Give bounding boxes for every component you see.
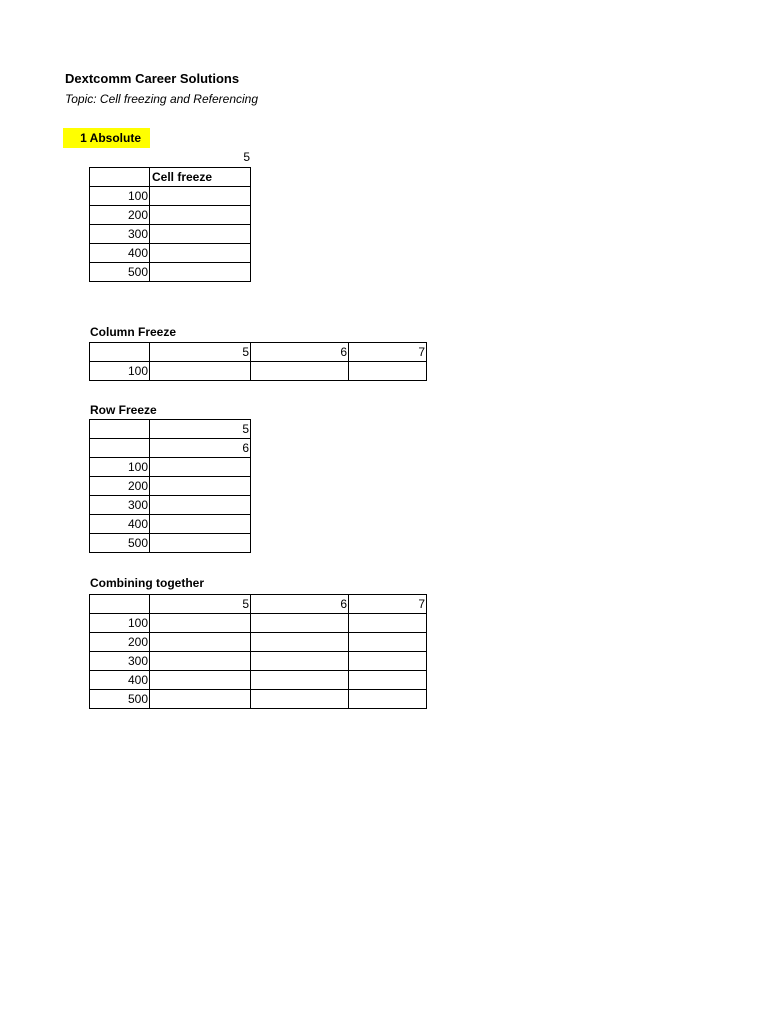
table-cell bbox=[349, 671, 427, 690]
table-row bbox=[90, 671, 427, 690]
row-value-cell: 200 bbox=[90, 633, 150, 652]
table-cell bbox=[251, 671, 349, 690]
row-value-cell: 400 bbox=[90, 244, 150, 263]
table-cell bbox=[150, 263, 251, 282]
table-row bbox=[90, 633, 427, 652]
table-row bbox=[90, 187, 251, 206]
row-value-cell: 500 bbox=[90, 690, 150, 709]
table-cell bbox=[349, 614, 427, 633]
row-value-cell: 200 bbox=[90, 477, 150, 496]
table-cell bbox=[90, 168, 150, 187]
row-value-cell: 400 bbox=[90, 671, 150, 690]
table-row bbox=[90, 614, 427, 633]
row-value-cell: 300 bbox=[90, 496, 150, 515]
cell-freeze-table bbox=[89, 167, 251, 282]
row-value-cell: 100 bbox=[90, 362, 150, 381]
table-cell bbox=[150, 477, 251, 496]
table-row bbox=[90, 515, 251, 534]
table-row bbox=[90, 420, 251, 439]
table-cell bbox=[150, 244, 251, 263]
table-row bbox=[90, 343, 427, 362]
table-cell bbox=[150, 652, 251, 671]
table-cell bbox=[349, 652, 427, 671]
table-cell bbox=[150, 534, 251, 553]
table-row bbox=[90, 458, 251, 477]
section-badge-absolute: 1 Absolute bbox=[63, 128, 150, 148]
table-cell bbox=[150, 225, 251, 244]
table-cell bbox=[251, 652, 349, 671]
combining-label: Combining together bbox=[90, 576, 204, 590]
table-cell bbox=[251, 614, 349, 633]
table-cell bbox=[251, 633, 349, 652]
table-cell bbox=[251, 362, 349, 381]
table-row bbox=[90, 362, 427, 381]
document-title: Dextcomm Career Solutions bbox=[65, 71, 240, 86]
table-cell bbox=[150, 496, 251, 515]
column-header-cell: 7 bbox=[349, 343, 427, 362]
table-cell bbox=[150, 187, 251, 206]
row-value-cell: 500 bbox=[90, 534, 150, 553]
row-value-cell: 300 bbox=[90, 652, 150, 671]
row-value-cell: 400 bbox=[90, 515, 150, 534]
table-cell bbox=[150, 671, 251, 690]
row-value-cell: 100 bbox=[90, 614, 150, 633]
column-header-cell: 5 bbox=[150, 343, 251, 362]
column-header-cell: 7 bbox=[349, 595, 427, 614]
table-row bbox=[90, 496, 251, 515]
row-freeze-table bbox=[89, 419, 251, 553]
table-row bbox=[90, 206, 251, 225]
table-cell bbox=[349, 690, 427, 709]
table-row bbox=[90, 595, 427, 614]
table-cell bbox=[251, 690, 349, 709]
table-row bbox=[90, 652, 427, 671]
row-value-cell: 200 bbox=[90, 206, 150, 225]
table-cell bbox=[90, 420, 150, 439]
table-row bbox=[90, 244, 251, 263]
table-cell bbox=[90, 439, 150, 458]
table-row bbox=[90, 690, 427, 709]
table-cell bbox=[150, 690, 251, 709]
topic-subtitle: Topic: Cell freezing and Referencing bbox=[65, 92, 259, 106]
column-header-cell: 5 bbox=[150, 595, 251, 614]
table-cell bbox=[150, 458, 251, 477]
table-cell bbox=[90, 595, 150, 614]
table-cell bbox=[150, 206, 251, 225]
table-row bbox=[90, 439, 251, 458]
table-cell bbox=[349, 633, 427, 652]
table-row bbox=[90, 534, 251, 553]
absolute-value-cell: 5 bbox=[243, 150, 250, 164]
column-freeze-label: Column Freeze bbox=[90, 325, 177, 339]
column-freeze-table bbox=[89, 342, 427, 381]
column-header-cell: 6 bbox=[251, 595, 349, 614]
table-row bbox=[90, 263, 251, 282]
row-freeze-label: Row Freeze bbox=[90, 403, 157, 417]
table-cell bbox=[349, 362, 427, 381]
row-value-cell: 100 bbox=[90, 187, 150, 206]
table-row bbox=[90, 225, 251, 244]
table-cell bbox=[150, 362, 251, 381]
table-row bbox=[90, 477, 251, 496]
column-header-cell: 6 bbox=[251, 343, 349, 362]
table-cell bbox=[150, 633, 251, 652]
table-cell bbox=[150, 614, 251, 633]
row-value-cell: 300 bbox=[90, 225, 150, 244]
table-row bbox=[90, 168, 251, 187]
row-freeze-top-cell: 6 bbox=[150, 439, 251, 458]
combining-table bbox=[89, 594, 427, 709]
table-cell bbox=[150, 515, 251, 534]
row-value-cell: 500 bbox=[90, 263, 150, 282]
row-freeze-top-cell: 5 bbox=[150, 420, 251, 439]
table-cell bbox=[90, 343, 150, 362]
cell-freeze-header: Cell freeze bbox=[150, 168, 251, 187]
row-value-cell: 100 bbox=[90, 458, 150, 477]
